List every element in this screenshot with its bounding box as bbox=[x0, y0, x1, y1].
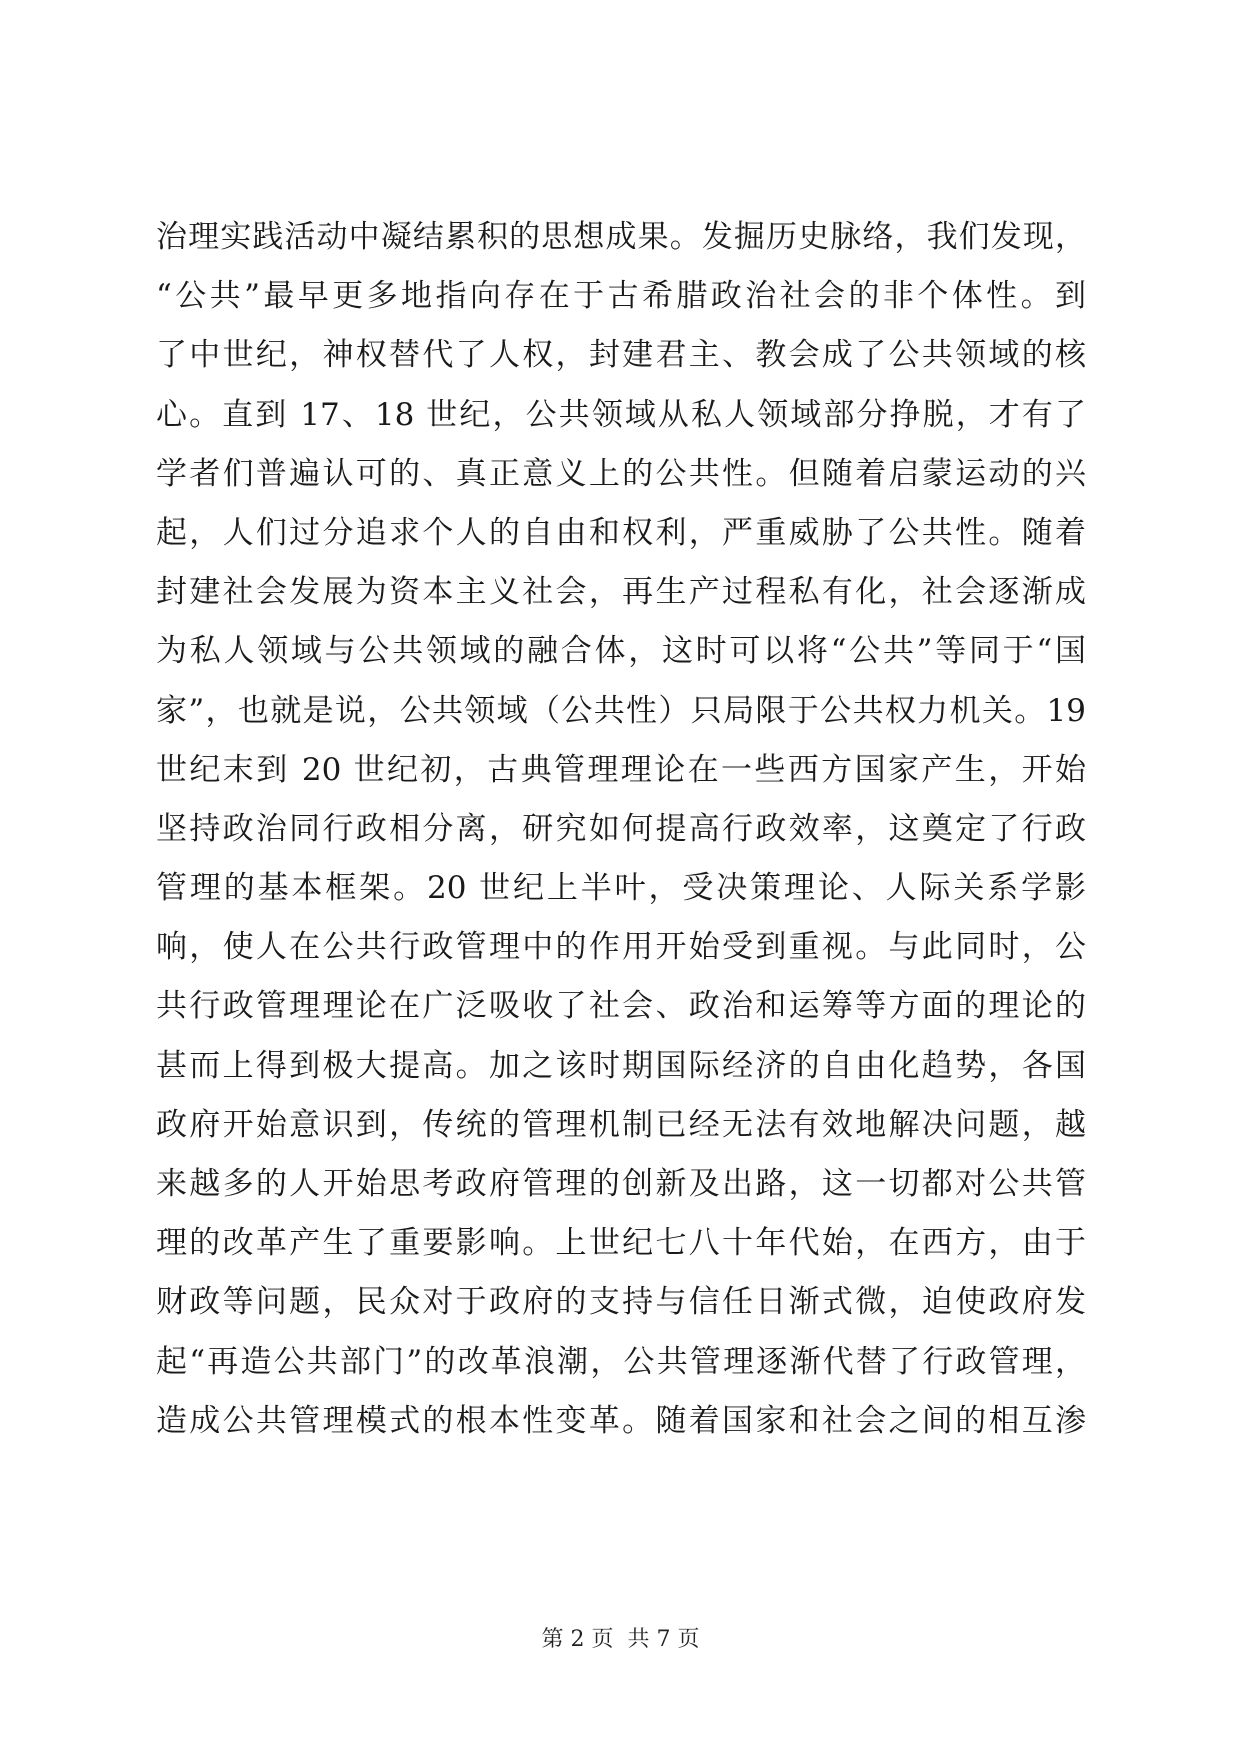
text-line: 财政等问题，民众对于政府的支持与信任日渐式微，迫使政府发 bbox=[156, 1284, 1086, 1321]
text-line: 起“再造公共部门”的改革浪潮，公共管理逐渐代替了行政管理， bbox=[156, 1343, 1086, 1380]
text-line: 为私人领域与公共领域的融合体，这时可以将“公共”等同于“国 bbox=[156, 633, 1086, 670]
text-line: 治理实践活动中凝结累积的思想成果。发掘历史脉络，我们发现， bbox=[156, 219, 1086, 255]
text-line: 共行政管理理论在广泛吸收了社会、政治和运筹等方面的理论的 bbox=[156, 988, 1086, 1025]
text-line: 起，人们过分追求个人的自由和权利，严重威胁了公共性。随着 bbox=[156, 514, 1086, 551]
text-line: 学者们普遍认可的、真正意义上的公共性。但随着启蒙运动的兴 bbox=[156, 455, 1086, 492]
text-line: 世纪末到 20 世纪初，古典管理理论在一些西方国家产生，开始 bbox=[156, 751, 1086, 788]
text-line: 理的改革产生了重要影响。上世纪七八十年代始，在西方，由于 bbox=[156, 1225, 1086, 1262]
text-line: 甚而上得到极大提高。加之该时期国际经济的自由化趋势，各国 bbox=[156, 1047, 1086, 1084]
text-line: “公共”最早更多地指向存在于古希腊政治社会的非个体性。到 bbox=[156, 278, 1086, 315]
text-line: 心。直到 17、18 世纪，公共领域从私人领域部分挣脱，才有了 bbox=[156, 396, 1086, 433]
page-number-footer: 第 2 页 共 7 页 bbox=[541, 1627, 700, 1652]
text-line: 来越多的人开始思考政府管理的创新及出路，这一切都对公共管 bbox=[156, 1166, 1086, 1202]
text-line: 家”，也就是说，公共领域（公共性）只局限于公共权力机关。19 bbox=[156, 692, 1086, 729]
text-line: 造成公共管理模式的根本性变革。随着国家和社会之间的相互渗 bbox=[156, 1402, 1086, 1439]
body-paragraph bbox=[156, 208, 1086, 1451]
text-line: 了中世纪，神权替代了人权，封建君主、教会成了公共领域的核 bbox=[156, 337, 1086, 374]
text-line: 响，使人在公共行政管理中的作用开始受到重视。与此同时，公 bbox=[156, 929, 1086, 966]
text-line: 政府开始意识到，传统的管理机制已经无法有效地解决问题，越 bbox=[156, 1106, 1086, 1143]
text-line: 封建社会发展为资本主义社会，再生产过程私有化，社会逐渐成 bbox=[156, 574, 1086, 611]
text-line: 管理的基本框架。20 世纪上半叶，受决策理论、人际关系学影 bbox=[156, 870, 1086, 907]
text-line: 坚持政治同行政相分离，研究如何提高行政效率，这奠定了行政 bbox=[156, 810, 1086, 847]
